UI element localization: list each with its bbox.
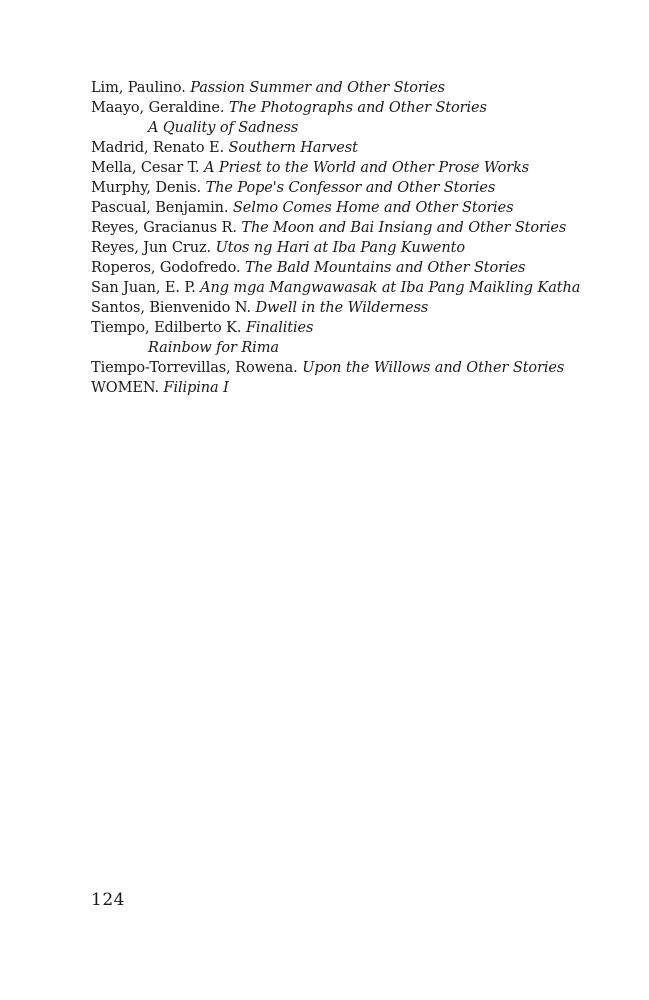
bibliography-entry [91,198,631,218]
entry-title: The Pope's Confessor and Other Stories [205,180,496,196]
bibliography-entry [91,258,631,278]
entry-title: A Quality of Sadness [148,120,299,136]
entry-title: Passion Summer and Other Stories [190,80,446,96]
bibliography-entry [91,378,631,398]
bibliography-entry-continuation [91,338,631,358]
bibliography-entry [91,238,631,258]
entry-author: San Juan, E. P. [91,280,196,296]
entry-author: Mella, Cesar T. [91,160,200,176]
bibliography-entry [91,138,631,158]
entry-title: The Bald Mountains and Other Stories [245,260,526,276]
entry-author: Pascual, Benjamin. [91,200,229,216]
entry-author: Tiempo-Torrevillas, Rowena. [91,360,298,376]
entry-title: Ang mga Mangwawasak at Iba Pang Maikling Katha [200,280,581,296]
page-number: 124 [91,890,125,910]
entry-author: Reyes, Jun Cruz. [91,240,212,256]
entry-title: The Moon and Bai Insiang and Other Stories [241,220,567,236]
entry-title: Rainbow for Rima [148,340,279,356]
entry-title: Utos ng Hari at Iba Pang Kuwento [215,240,465,256]
entry-title: The Photographs and Other Stories [228,100,487,116]
entry-author: Murphy, Denis. [91,180,202,196]
entry-author: Maayo, Geraldine. [91,100,225,116]
bibliography-entry [91,218,631,238]
bibliography-entry [91,178,631,198]
entry-title: Southern Harvest [228,140,358,156]
entry-author: Tiempo, Edilberto K. [91,320,242,336]
entry-author: Roperos, Godofredo. [91,260,241,276]
bibliography-entry [91,158,631,178]
entry-title: Finalities [245,320,314,336]
entry-author: Reyes, Gracianus R. [91,220,237,236]
bibliography-entry [91,278,631,298]
entry-title: Filipina I [163,380,229,396]
entry-title: A Priest to the World and Other Prose Works [204,160,530,176]
entry-title: Dwell in the Wilderness [255,300,429,316]
entry-author: Santos, Bienvenido N. [91,300,251,316]
bibliography-entry [91,98,631,118]
entry-author: WOMEN. [91,380,159,396]
entry-title: Upon the Willows and Other Stories [302,360,565,376]
bibliography-entry [91,358,631,378]
bibliography-list [91,78,631,398]
entry-author: Madrid, Renato E. [91,140,224,156]
entry-author: Lim, Paulino. [91,80,186,96]
bibliography-entry [91,78,631,98]
entry-title: Selmo Comes Home and Other Stories [232,200,514,216]
bibliography-entry-continuation [91,118,631,138]
bibliography-entry [91,298,631,318]
bibliography-entry [91,318,631,338]
